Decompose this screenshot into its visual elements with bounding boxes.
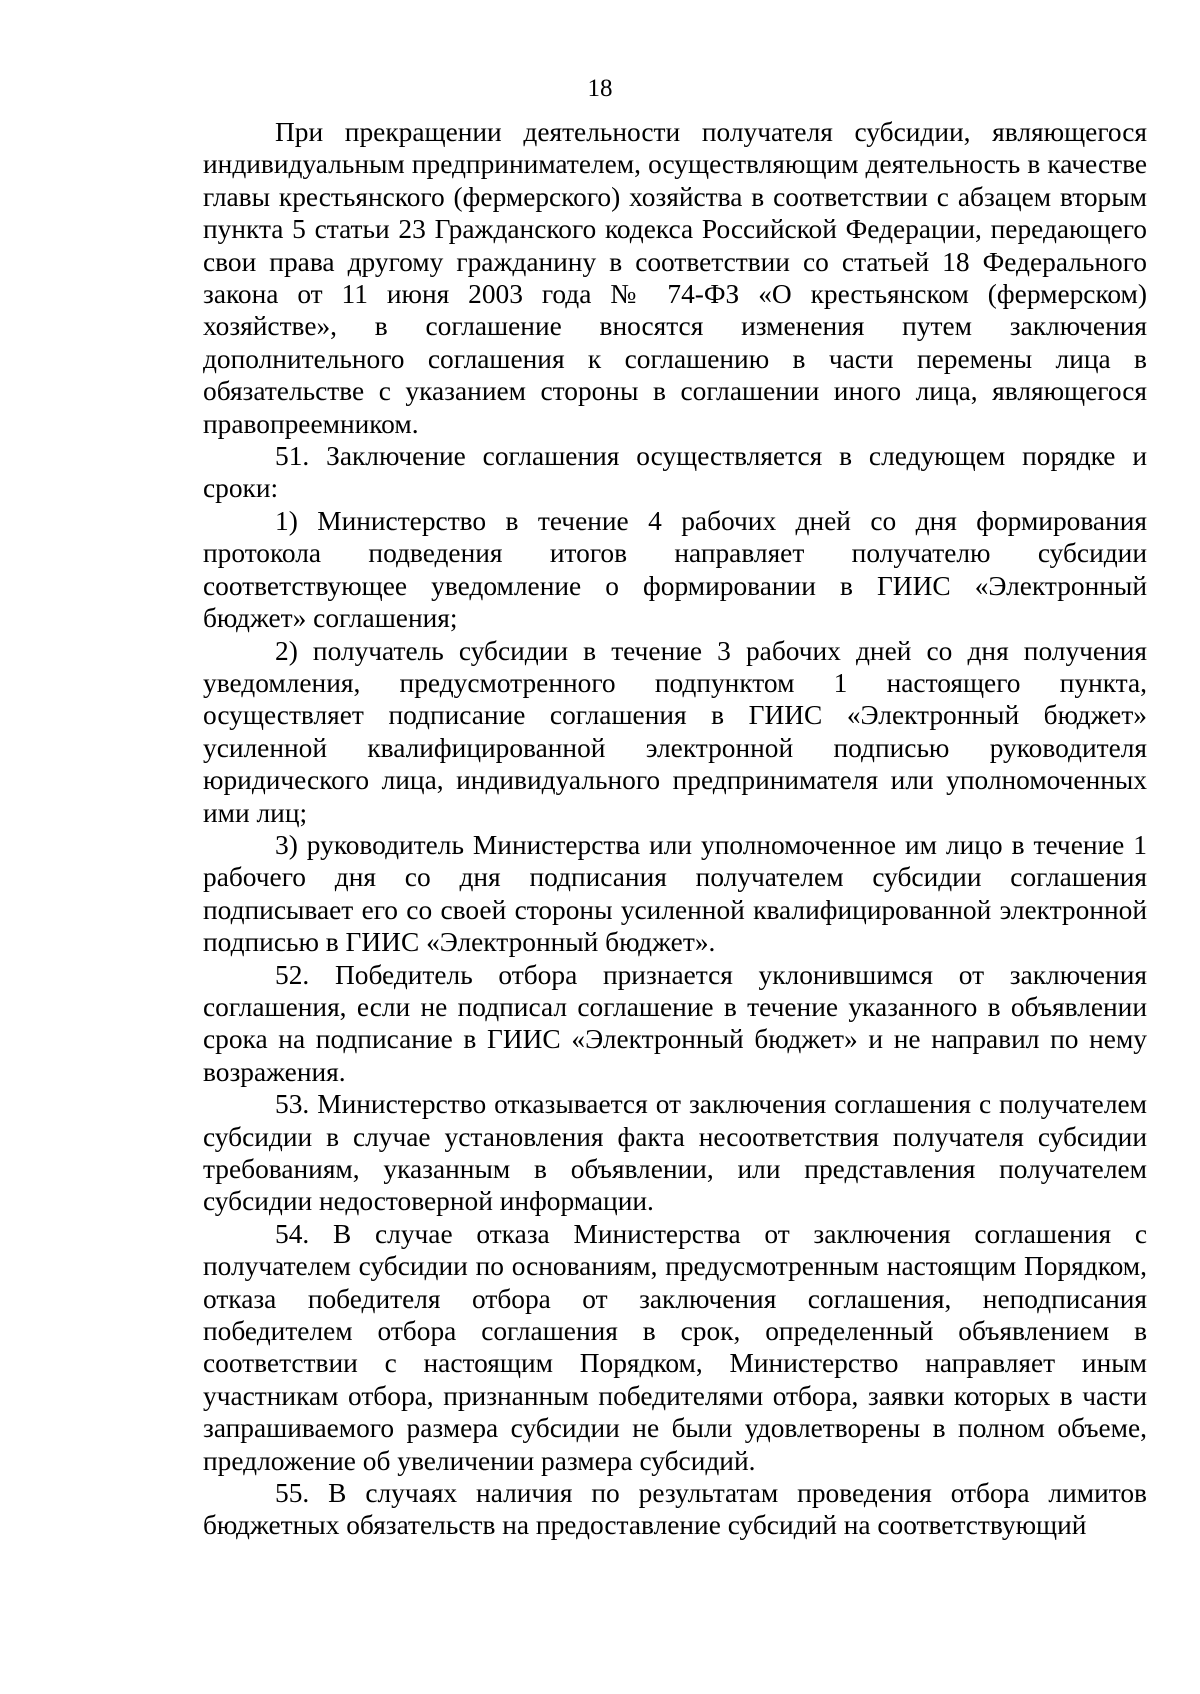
paragraph-51-item-3: 3) руководитель Министерства или уполномоченное им лицо в течение 1 рабочего дня со дня подписания получателем субсидии соглашения подписывает его со своей стороны усиленной квалифицированной электронной подписью в ГИИС «Электронный бюджет». [203, 829, 1147, 958]
paragraph-54: 54. В случае отказа Министерства от заключения соглашения с получателем субсидии по основаниям, предусмотренным настоящим Порядком, отказа победителя отбора от заключения соглашения, неподписания победителем отбора соглашения в срок, определенный объявлением в соответствии с настоящим Порядком, Министерство направляет иным участникам отбора, признанным победителями отбора, заявки которых в части запрашиваемого размера субсидии не были удовлетворены в полном объеме, предложение об увеличении размера субсидий. [203, 1218, 1147, 1476]
paragraph-51-item-2: 2) получатель субсидии в течение 3 рабочих дней со дня получения уведомления, предусмотренного подпунктом 1 настоящего пункта, осуществляет подписание соглашения в ГИИС «Электронный бюджет» усиленной квалифицированной электронной подписью руководителя юридического лица, индивидуального предпринимателя или уполномоченных ими лиц; [203, 635, 1147, 828]
document-body [203, 116, 1147, 1542]
paragraph-55: 55. В случаях наличия по результатам проведения отбора лимитов бюджетных обязательств на предоставление субсидий на соответствующий [203, 1478, 1147, 1541]
paragraph-52: 52. Победитель отбора признается уклонившимся от заключения соглашения, если не подписал соглашение в течение указанного в объявлении срока на подписание в ГИИС «Электронный бюджет» и не направил по нему возражения. [203, 959, 1147, 1087]
paragraph-51: 51. Заключение соглашения осуществляется в следующем порядке и сроки: [203, 441, 1147, 504]
paragraph-51-item-1: 1) Министерство в течение 4 рабочих дней со дня формирования протокола подведения итогов направляет получателю субсидии соответствующее уведомление о формировании в ГИИС «Электронный бюджет» соглашения; [203, 505, 1147, 634]
paragraph-successor-change: При прекращении деятельности получателя субсидии, являющегося индивидуальным предпринимателем, осуществляющим деятельность в качестве главы крестьянского (фермерского) хозяйства в соответствии с абзацем вторым пункта 5 статьи 23 Гражданского кодекса Российской Федерации, передающего свои права другому гражданину в соответствии со статьей 18 Федерального закона от 11 июня 2003 года № 74-ФЗ «О крестьянском (фермерском) хозяйстве», в соглашение вносятся изменения путем заключения дополнительного соглашения к соглашению в части перемены лица в обязательстве с указанием стороны в соглашении иного лица, являющегося правопреемником. [203, 117, 1147, 439]
paragraph-53: 53. Министерство отказывается от заключения соглашения с получателем субсидии в случае установления факта несоответствия получателя субсидии требованиям, указанным в объявлении, или представления получателем субсидии недостоверной информации. [203, 1089, 1147, 1217]
page-number: 18 [587, 75, 613, 102]
